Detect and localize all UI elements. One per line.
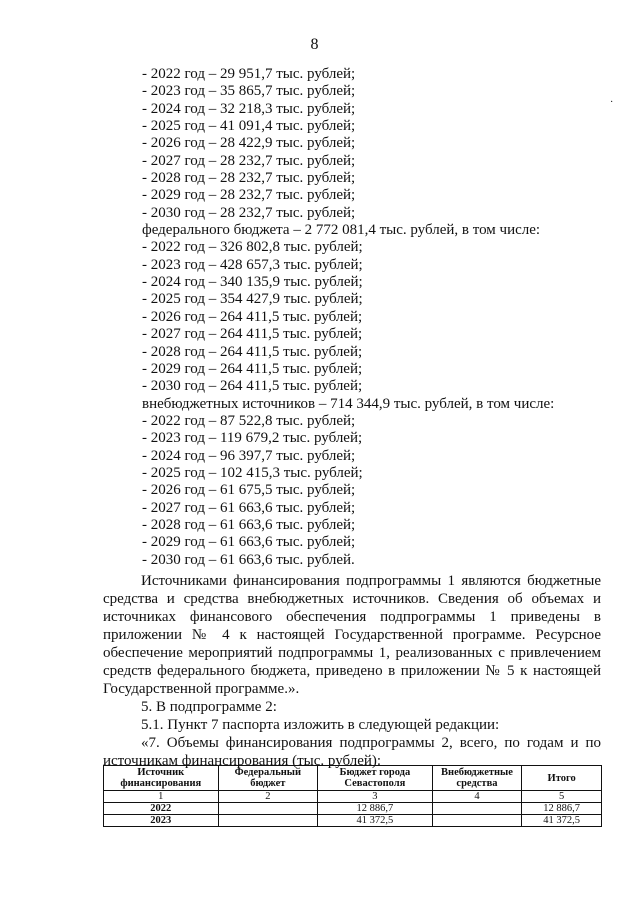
list-line: - 2027 год – 264 411,5 тыс. рублей; [142, 326, 363, 343]
list-line: - 2023 год – 35 865,7 тыс. рублей; [142, 83, 356, 100]
list-line: - 2026 год – 28 422,9 тыс. рублей; [142, 135, 356, 152]
list-line: - 2029 год – 61 663,6 тыс. рублей; [142, 534, 356, 551]
list-line: - 2022 год – 29 951,7 тыс. рублей; [142, 66, 356, 82]
page-number: 8 [310, 36, 319, 53]
header-total: Итого [522, 766, 602, 791]
table-cell: 2023 [104, 815, 219, 827]
header-extrabudgetary: Внебюджетные средства [432, 766, 522, 791]
table-row [104, 803, 602, 815]
list-line: - 2030 год – 61 663,6 тыс. рублей. [142, 551, 355, 568]
item-7-paragraph: «7. Объемы финансирования подпрограммы 2, всего, по годам и по источникам финансирования (тыс. рублей): [103, 735, 601, 769]
list-line: - 2030 год – 28 232,7 тыс. рублей; [142, 204, 356, 221]
scan-speck: · [610, 97, 614, 108]
list-line: - 2026 год – 264 411,5 тыс. рублей; [142, 308, 363, 325]
extrabudgetary-heading: внебюджетных источников – 714 344,9 тыс. рублей, в том числе: [142, 395, 555, 412]
table-cell: 2 [218, 791, 318, 803]
table-cell: 12 886,7 [318, 803, 433, 815]
table-cell: 12 886,7 [522, 803, 602, 815]
funding-list [142, 66, 554, 569]
list-line: - 2027 год – 28 232,7 тыс. рублей; [142, 152, 356, 169]
table-cell: 5 [522, 791, 602, 803]
table-cell [432, 815, 522, 827]
list-line: - 2024 год – 340 135,9 тыс. рублей; [142, 274, 363, 291]
table-cell: 3 [318, 791, 433, 803]
list-line: - 2024 год – 96 397,7 тыс. рублей; [142, 447, 356, 464]
item-5-1: 5.1. Пункт 7 паспорта изложить в следующей редакции: [141, 717, 500, 733]
table-cell [432, 803, 522, 815]
list-line: - 2029 год – 28 232,7 тыс. рублей; [142, 187, 356, 204]
federal-budget-heading: федерального бюджета – 2 772 081,4 тыс. рублей, в том числе: [142, 222, 541, 239]
header-federal: Федеральный бюджет [218, 766, 318, 791]
body-text [103, 572, 601, 770]
header-city-budget: Бюджет города Севастополя [318, 766, 433, 791]
list-line: - 2025 год – 41 091,4 тыс. рублей; [142, 118, 356, 135]
table-cell [218, 815, 318, 827]
table-cell: 41 372,5 [318, 815, 433, 827]
table-cell: 4 [432, 791, 522, 803]
list-line: - 2023 год – 428 657,3 тыс. рублей; [142, 256, 363, 273]
sources-paragraph: Источниками финансирования подпрограммы 1 являются бюджетные средства и средства внебюджетных источников. Сведения об объемах и источниках финансового обеспечения подпрограммы 1 приведены в приложении № 4 к настоящей Государственной программе. Ресурсное обеспечение мероприятий подпрограммы 1, реализованных с привлечением средств федерального бюджета, приведено в приложении № 5 к настоящей Государственной программе.». [103, 573, 601, 697]
list-line: - 2025 год – 354 427,9 тыс. рублей; [142, 291, 363, 308]
table-cell [218, 803, 318, 815]
item-5: 5. В подпрограмме 2: [141, 699, 277, 715]
financing-table [103, 765, 602, 827]
table-numbering-row [104, 791, 602, 803]
list-line: - 2029 год – 264 411,5 тыс. рублей; [142, 360, 363, 377]
table-header-row [104, 766, 602, 791]
list-line: - 2022 год – 87 522,8 тыс. рублей; [142, 412, 356, 429]
list-line: - 2027 год – 61 663,6 тыс. рублей; [142, 499, 356, 516]
table-row [104, 815, 602, 827]
list-line: - 2030 год – 264 411,5 тыс. рублей; [142, 378, 363, 395]
list-line: - 2028 год – 28 232,7 тыс. рублей; [142, 170, 356, 187]
list-line: - 2026 год – 61 675,5 тыс. рублей; [142, 482, 356, 499]
list-line: - 2023 год – 119 679,2 тыс. рублей; [142, 430, 363, 447]
table-cell: 41 372,5 [522, 815, 602, 827]
table-cell: 2022 [104, 803, 219, 815]
header-source: Источник финансирования [104, 766, 219, 791]
list-line: - 2028 год – 61 663,6 тыс. рублей; [142, 516, 356, 533]
table-cell: 1 [104, 791, 219, 803]
list-line: - 2022 год – 326 802,8 тыс. рублей; [142, 239, 363, 256]
list-line: - 2024 год – 32 218,3 тыс. рублей; [142, 100, 356, 117]
list-line: - 2028 год – 264 411,5 тыс. рублей; [142, 343, 363, 360]
list-line: - 2025 год – 102 415,3 тыс. рублей; [142, 464, 363, 481]
